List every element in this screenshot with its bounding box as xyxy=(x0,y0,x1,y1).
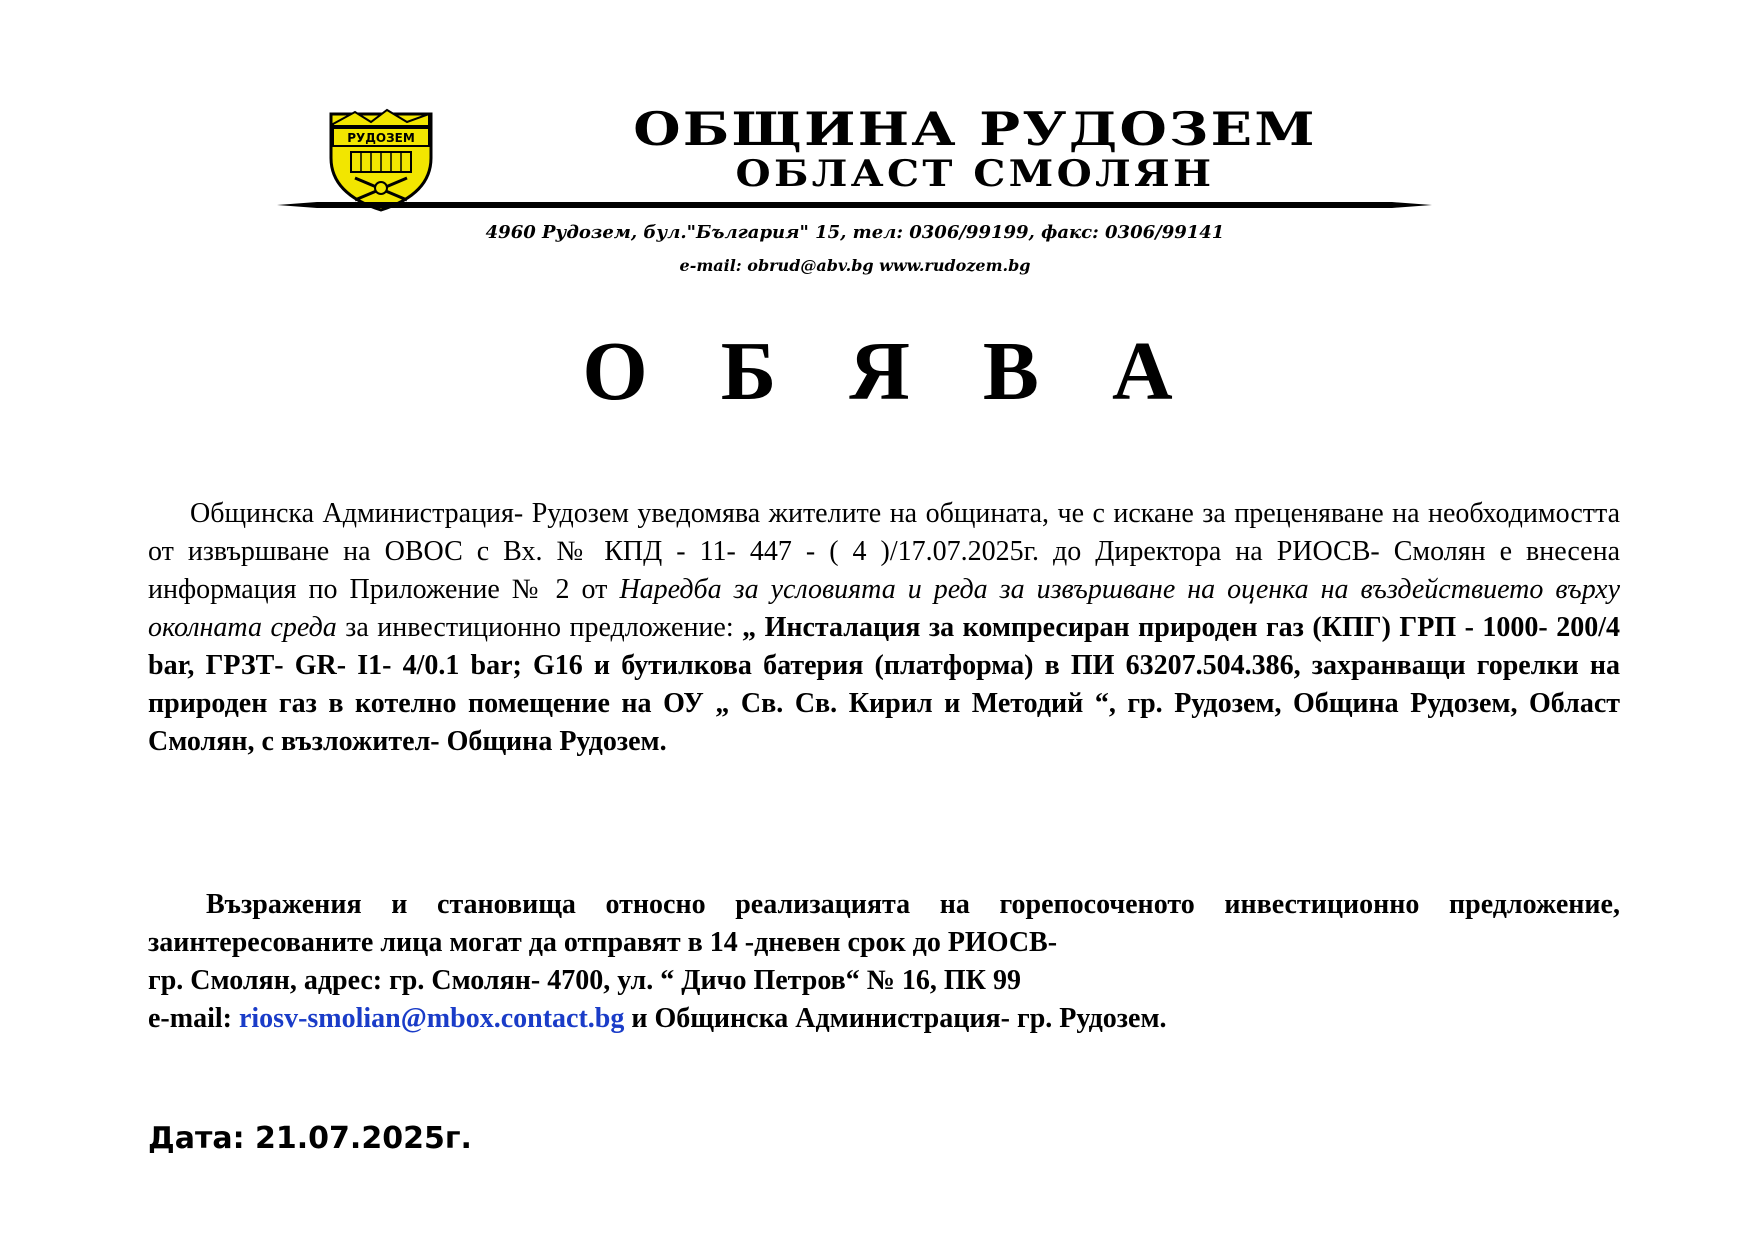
letterhead xyxy=(275,100,1435,280)
project-description: „ Инсталация за компресиран природен газ (КПГ) ГРП - 1000- 200/4 bar, ГРЗТ- GR- I1- 4/0.1 bar; G16 и бутилкова батерия (платформа) в ПИ 63207.504.386, захранващи горелки на природен газ в котелно помещение на ОУ „ Св. Св. Кирил и Методий “, гр. Рудозем, Община Рудозем, Област Смолян, с възложител- Община Рудозем. xyxy=(148,612,1620,757)
riosv-email-link[interactable]: riosv-smolian@mbox.contact.bg xyxy=(238,1003,625,1034)
email-line-tail: и Общинска Администрация- гр. Рудозем. xyxy=(624,1003,1167,1034)
organization-region: ОБЛАСТ СМОЛЯН xyxy=(735,153,1215,195)
announcement-paragraph-2 xyxy=(148,886,1620,1038)
logo-text: РУДОЗЕМ xyxy=(347,131,415,145)
riosv-address: гр. Смолян, адрес: гр. Смолян- 4700, ул. “ Дичо Петров“ № 16, ПК 99 xyxy=(148,965,1021,996)
objections-text: Възражения и становища относно реализацията на горепосоченото инвестиционно предложение, заинтересованите лица могат да отправят в 14 -дневен срок до РИОСВ- xyxy=(148,889,1620,958)
municipality-address: 4960 Рудозем, бул."България" 15, тел: 0306/99199, факс: 0306/99141 xyxy=(485,222,1225,243)
municipality-contacts: e-mail: obrud@abv.bg www.rudozem.bg xyxy=(679,256,1031,275)
header-divider xyxy=(277,202,1432,208)
paragraph-1-intro: Общинска Администрация- Рудозем уведомява жителите на общината, че с искане за преценяване на необходимостта от извършване на ОВОС с Вх. № КПД - 11- 447 - ( 4 )/17.07.2025г. до Директора на РИОСВ- Смолян е внесена информация по Приложение № 2 от xyxy=(148,498,1620,605)
organization-name: ОБЩИНА РУДОЗЕМ xyxy=(633,102,1317,156)
municipality-coat-of-arms-icon xyxy=(325,108,437,212)
announcement-date: Дата: 21.07.2025г. xyxy=(148,1121,472,1156)
email-line xyxy=(148,1000,1620,1038)
email-label: e-mail: xyxy=(148,1003,239,1034)
announcement-paragraph-1 xyxy=(148,495,1620,761)
announcement-title: О Б Я В А xyxy=(582,325,1199,418)
regulation-name: Наредба за условията и реда за извършване на оценка на въздействието върху околната среда xyxy=(148,574,1621,643)
paragraph-1-mid: за инвестиционно предложение: xyxy=(336,612,743,643)
